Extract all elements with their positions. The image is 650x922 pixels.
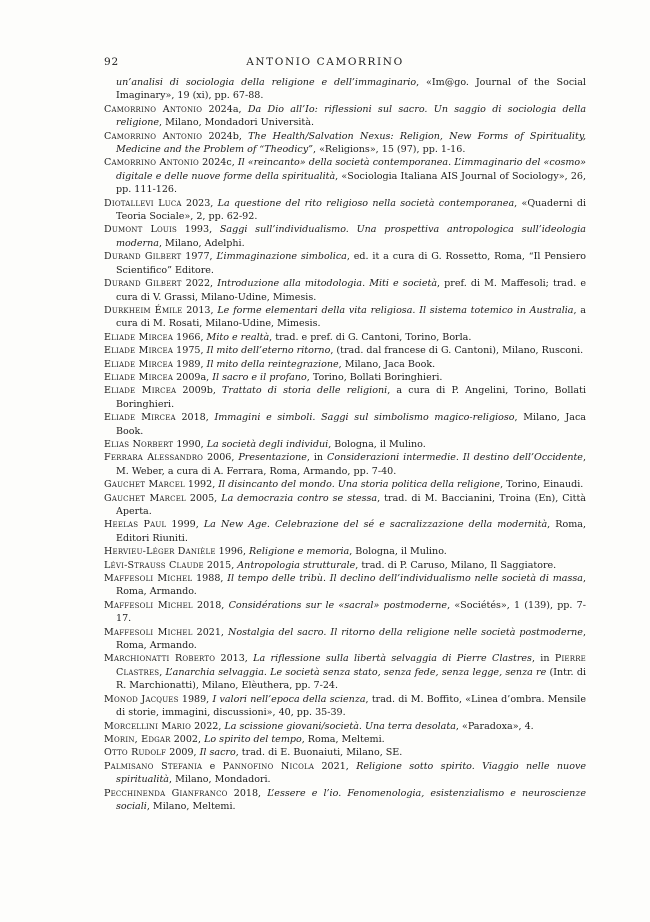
entry-text: , <box>159 666 166 678</box>
entry-text: , M. Weber, a cura di A. Ferrara, Roma, Armando, pp. 7-40. <box>116 452 587 477</box>
bibliography-entry <box>104 787 586 814</box>
entry-author: Maffesoli Michel <box>104 599 193 611</box>
entry-text: 1988, <box>192 573 228 585</box>
entry-text: , Milano, Adelphi. <box>158 237 245 249</box>
entry-title: Lo spirito del tempo <box>204 733 302 745</box>
entry-author: Camorrino Antonio <box>104 157 199 169</box>
entry-author: Pannofino Nicola <box>222 760 315 772</box>
entry-title: Da Dio all’Io: riflessioni sul sacro. Un saggio di sociologia della religione <box>116 103 587 129</box>
bibliography-entry <box>104 746 586 759</box>
entry-title: Le forme elementari della vita religiosa. Il sistema totemico in Australia <box>217 304 574 316</box>
entry-text: , trad. di E. Buonaiuti, Milano, SE. <box>235 747 403 759</box>
bibliography-entry <box>104 331 586 344</box>
entry-title: La società degli individui <box>206 438 329 450</box>
bibliography-entry <box>104 411 586 438</box>
entry-author: Hervieu-Léger Danièle <box>104 546 216 558</box>
entry-author: Gauchet Marcel <box>104 492 186 504</box>
bibliography-entry <box>104 223 586 250</box>
entry-text: 1966, <box>173 331 207 343</box>
entry-title: Mito e realtà <box>206 331 270 343</box>
entry-title: Religione sotto spirito. Viaggio nelle nuove spiritualità <box>116 760 586 786</box>
entry-title: Il «reincanto» della società contemporanea. L’immaginario del «cosmo» digitale e delle nuove forme della spiritualità <box>116 157 586 182</box>
entry-text: 2024b, <box>202 130 249 142</box>
entry-author: Dumont Louis <box>104 224 177 236</box>
entry-text: 1990, <box>173 438 207 450</box>
entry-text: 1996, <box>215 546 250 558</box>
entry-text: , a cura di M. Rosati, Milano-Udine, Mimesis. <box>116 304 586 330</box>
entry-author: Morcellini Mario <box>104 720 192 732</box>
entry-title: Il sacro <box>199 747 236 759</box>
bibliography-entry <box>104 277 586 304</box>
bibliography-entry <box>104 572 586 599</box>
entry-text: , ed. it a cura di G. Rossetto, Roma, “Il Pensiero Scientifico” Editore. <box>116 251 587 276</box>
running-head: ANTONIO CAMORRINO <box>246 56 404 68</box>
entry-title: Introduzione alla mitodologia. Miti e società <box>217 278 438 290</box>
entry-text: 2009, <box>166 747 200 759</box>
bibliography-entry <box>104 451 586 478</box>
entry-author: Durkheim Émile <box>104 304 183 316</box>
entry-text: 2015, <box>203 559 238 571</box>
entry-text: , Roma, Armando. <box>116 626 586 652</box>
entry-author: Eliade Mircea <box>104 412 176 424</box>
entry-author: Gauchet Marcel <box>104 479 185 491</box>
entry-author: Eliade Mircea <box>104 371 174 383</box>
entry-text: 2021, <box>314 760 357 772</box>
entry-text: 2018, <box>192 599 229 611</box>
bibliography-entry <box>104 344 586 357</box>
entry-text: 2018, <box>175 412 215 424</box>
entry-text: , (trad. dal francese di G. Cantoni), Milano, Rusconi. <box>330 345 584 357</box>
entry-title: Il tempo delle tribù. Il declino dell’individualismo nelle società di massa <box>227 573 583 585</box>
entry-title: Antropologia strutturale <box>237 559 356 571</box>
entry-author: Maffesoli Michel <box>104 626 193 638</box>
entry-author: Eliade Mircea <box>104 385 177 397</box>
entry-text: 2021, <box>192 626 228 638</box>
entry-title: La scissione giovani/società. Una terra desolata <box>224 720 456 732</box>
entry-title: La New Age. Celebrazione del sé e sacralizzazione della modernità <box>203 519 548 531</box>
entry-title: Il mito dell’eterno ritorno <box>206 345 331 357</box>
bibliography-entry <box>104 371 586 384</box>
entry-author: Diotallevi Luca <box>104 197 182 209</box>
bibliography-entry <box>104 384 586 411</box>
entry-text: 1989, <box>173 358 207 370</box>
entry-author: Eliade Mircea <box>104 345 174 357</box>
entry-text: 2013, <box>182 304 218 316</box>
entry-title: L’anarchia selvaggia. Le società senza stato, senza fede, senza legge, senza re <box>165 666 547 678</box>
entry-text: 1975, <box>173 345 207 357</box>
entry-text: , Bologna, il Mulino. <box>349 546 447 558</box>
entry-author: Maffesoli Michel <box>104 573 193 585</box>
bibliography-entry <box>104 76 586 103</box>
entry-text: , Roma, Armando. <box>116 573 586 598</box>
bibliography-entry <box>104 626 586 653</box>
entry-text: 2013, <box>215 653 254 665</box>
entry-author: Durand Gilbert <box>104 278 182 290</box>
bibliography-entry <box>104 760 586 787</box>
entry-author: Morin, Edgar <box>104 733 171 745</box>
bibliography-entry <box>104 559 586 572</box>
entry-author: Palmisano Stefania <box>104 760 203 772</box>
entry-text: , in <box>306 452 328 464</box>
entry-text: 2022, <box>191 720 225 732</box>
entry-title: L’essere e l’io. Fenomenologia, esistenzialismo e neuroscienze sociali <box>116 787 587 812</box>
entry-text: , trad. e pref. di G. Cantoni, Torino, Borla. <box>269 331 472 343</box>
entry-title: Il mito della reintegrazione <box>206 358 339 370</box>
entry-title: La democrazia contro se stessa <box>221 492 378 504</box>
bibliography-entry <box>104 478 586 491</box>
bibliography-entry <box>104 599 586 626</box>
entry-author: Otto Rudolf <box>104 747 167 759</box>
bibliography-list <box>104 76 586 813</box>
bibliography-entry <box>104 130 586 157</box>
page-number: 92 <box>104 56 119 68</box>
entry-author: Eliade Mircea <box>104 358 174 370</box>
entry-text: , a cura di P. Angelini, Torino, Bollati Boringhieri. <box>116 385 587 410</box>
entry-text: , Milano, Mondadori. <box>169 774 271 786</box>
entry-text: , Milano, Meltemi. <box>146 800 236 812</box>
entry-title: un’analisi di sociologia della religione e dell’immaginario <box>116 77 417 88</box>
entry-title: Trattato di storia delle religioni <box>222 385 388 397</box>
entry-text: 2006, <box>203 452 239 464</box>
entry-author: Camorrino Antonio <box>104 130 203 142</box>
bibliography-entry <box>104 156 586 196</box>
entry-text: 2005, <box>185 492 222 504</box>
entry-title: La questione del rito religioso nella società contemporanea <box>217 197 515 209</box>
entry-text: (Intr. di R. Marchionatti), Milano, Elèuthera, pp. 7-24. <box>116 666 586 692</box>
bibliography-entry <box>104 197 586 224</box>
entry-title: Considérations sur le «sacral» postmoderne <box>228 599 448 611</box>
entry-text: , trad. di M. Baccianini, Troina (En), Città Aperta. <box>116 492 586 517</box>
entry-author: Lévi-Strauss Claude <box>104 559 204 571</box>
entry-title: I valori nell’epoca della scienza <box>212 693 366 705</box>
entry-text: 1992, <box>184 479 219 491</box>
entry-text: , «Paradoxa», 4. <box>455 720 534 732</box>
bibliography-entry <box>104 103 586 130</box>
entry-author: Monod Jacques <box>104 693 179 705</box>
entry-text: , in <box>531 653 555 665</box>
entry-text: 2018, <box>227 787 268 799</box>
entry-text: 2002, <box>170 733 205 745</box>
bibliography-entry <box>104 518 586 545</box>
entry-text: , Torino, Einaudi. <box>500 479 584 491</box>
bibliography-entry <box>104 492 586 519</box>
bibliography-entry <box>104 545 586 558</box>
entry-text: 2024c, <box>198 157 238 169</box>
entry-text: 2009b, <box>176 385 223 397</box>
entry-title: Saggi sull’individualismo. Una prospettiva antropologica sull’ideologia moderna <box>116 224 586 249</box>
entry-text: , Roma, Meltemi. <box>301 733 385 745</box>
entry-text: 1999, <box>166 519 204 531</box>
bibliography-entry <box>104 304 586 331</box>
bibliography-entry <box>104 693 586 720</box>
entry-title: Il sacro e il profano <box>212 371 307 383</box>
entry-text: , «Sociologia Italiana AIS Journal of Sociology», 26, pp. 111-126. <box>116 170 587 196</box>
entry-text: , Torino, Bollati Boringhieri. <box>306 371 443 383</box>
entry-author: Pierre Clastres <box>116 653 586 678</box>
entry-author: Ferrara Alessandro <box>104 452 204 464</box>
entry-author: Heelas Paul <box>104 519 167 531</box>
entry-text: , Milano, Jaca Book. <box>116 412 586 437</box>
entry-author: Marchionatti Roberto <box>104 653 216 665</box>
entry-title: Religione e memoria <box>249 546 350 558</box>
entry-title: La riflessione sulla libertà selvaggia di Pierre Clastres <box>253 653 532 665</box>
entry-text: , «Quaderni di Teoria Sociale», 2, pp. 62-92. <box>116 197 586 223</box>
entry-text: , Roma, Editori Riuniti. <box>116 519 586 544</box>
entry-text: , Milano, Mondadori Università. <box>159 117 314 129</box>
entry-text: 2022, <box>181 278 218 290</box>
entry-text: , pref. di M. Maffesoli; trad. e cura di V. Grassi, Milano-Udine, Mimesis. <box>116 278 587 303</box>
entry-text: , «Religions», 15 (97), pp. 1-16. <box>313 144 466 156</box>
bibliography-entry <box>104 720 586 733</box>
entry-text: , Milano, Jaca Book. <box>338 358 436 370</box>
entry-author: Camorrino Antonio <box>104 103 203 115</box>
bibliography-entry <box>104 438 586 451</box>
entry-title: Immagini e simboli. Saggi sul simbolismo magico-religioso <box>214 412 515 424</box>
entry-title: Nostalgia del sacro. Il ritorno della religione nelle società postmoderne <box>227 626 583 638</box>
entry-title: L’immaginazione simbolica <box>216 251 347 263</box>
entry-text: 1989, <box>178 693 213 705</box>
entry-title: The Health/Salvation Nexus: Religion, New Forms of Spirituality, Medicine and the Problem of “Theodicy” <box>116 130 586 156</box>
entry-author: Elias Norbert <box>104 438 174 450</box>
entry-author: Pecchinenda Gianfranco <box>104 787 228 799</box>
entry-author: Eliade Mircea <box>104 331 174 343</box>
entry-text: , «Sociétés», 1 (139), pp. 7-17. <box>116 599 586 625</box>
bibliography-entry <box>104 250 586 277</box>
entry-text: 2009a, <box>173 371 213 383</box>
entry-text: , Bologna, il Mulino. <box>328 438 426 450</box>
bibliography-entry <box>104 358 586 371</box>
entry-text: , trad. di M. Boffito, «Linea d’ombra. Mensile di storie, immagini, discussioni», 40, pp. 35-39. <box>116 693 586 719</box>
entry-text: 1993, <box>176 224 220 236</box>
entry-title: Considerazioni intermedie. Il destino dell’Occidente <box>327 452 583 464</box>
entry-text: e <box>202 760 223 772</box>
bibliography-entry <box>104 733 586 746</box>
entry-text: 2023, <box>181 197 218 209</box>
entry-text: 1977, <box>181 251 217 263</box>
bibliography-entry <box>104 652 586 692</box>
entry-title: Presentazione <box>238 452 307 464</box>
entry-author: Durand Gilbert <box>104 251 182 263</box>
entry-text: , trad. di P. Caruso, Milano, Il Saggiatore. <box>355 559 557 571</box>
page-header <box>0 56 650 72</box>
entry-title: Il disincanto del mondo. Una storia politica della religione <box>218 479 501 491</box>
entry-text: , «Im@go. Journal of the Social Imaginary», 19 (xi), pp. 67-88. <box>116 77 586 102</box>
entry-text: 2024a, <box>202 103 248 115</box>
